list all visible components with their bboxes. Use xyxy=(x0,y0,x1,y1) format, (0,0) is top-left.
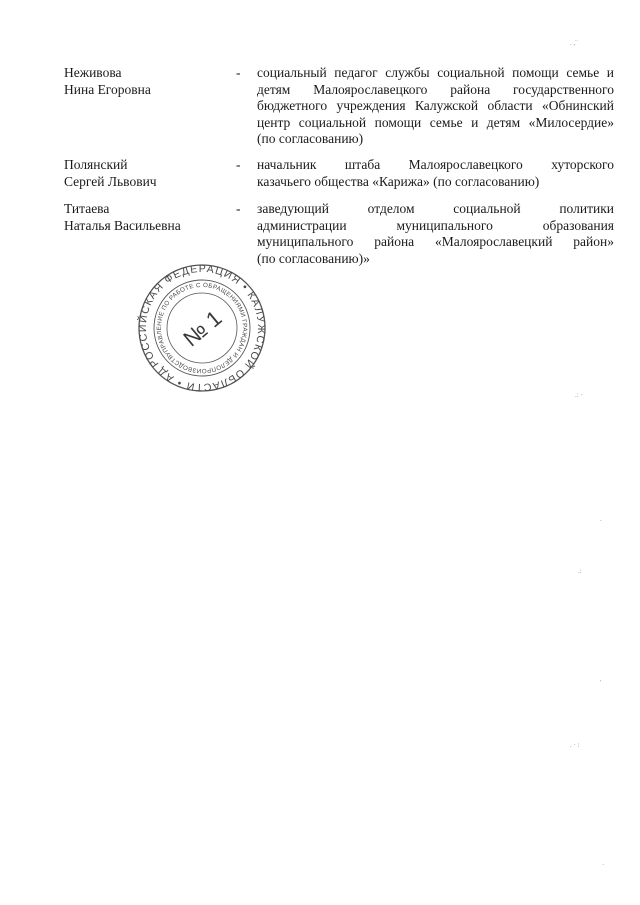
position-line: заведующий отделом социальной политики xyxy=(257,201,614,216)
separator-dash: - xyxy=(236,65,241,80)
member-name xyxy=(64,201,224,234)
member-name xyxy=(64,157,224,190)
member-surname: Титаева xyxy=(64,201,110,216)
position-line: детям Малоярославецкого района государственного xyxy=(257,81,614,97)
scan-speck: . · : xyxy=(570,741,580,749)
scan-speck: . ,¨ xyxy=(570,39,578,47)
scan-speck: .: xyxy=(578,567,582,575)
member-name xyxy=(64,65,224,98)
member-given-names: Нина Егоровна xyxy=(64,81,151,97)
scan-speck: ' xyxy=(600,679,602,687)
member-position xyxy=(257,157,614,190)
position-line: (по согласованию) xyxy=(257,131,364,147)
scan-speck: · xyxy=(602,861,605,869)
seal-outer-textpath: РОССИЙСКАЯ ФЕДЕРАЦИЯ • КАЛУЖСКОЙ ОБЛАСТИ • АДМИНИСТРАЦИЯ xyxy=(136,262,268,394)
scan-speck: . xyxy=(600,515,602,523)
position-line: муниципального района «Малоярославецкий район» xyxy=(257,234,614,250)
member-surname: Полянский xyxy=(64,157,128,172)
position-line: начальник штаба Малоярославецкого хуторского xyxy=(257,157,614,172)
scan-speck: .: · xyxy=(575,391,583,399)
position-line: социальный педагог службы социальной помощи семье и xyxy=(257,65,614,80)
position-line: администрации муниципального образования xyxy=(257,217,614,233)
member-given-names: Сергей Львович xyxy=(64,173,157,189)
member-given-names: Наталья Васильевна xyxy=(64,217,181,233)
position-line: (по согласованию)» xyxy=(257,250,370,266)
position-line: центр социальной помощи семье и детям «Милосердие» xyxy=(257,114,614,130)
separator-dash: - xyxy=(236,201,241,216)
seal-number: № 1 xyxy=(178,305,227,352)
official-seal-stamp xyxy=(136,262,268,394)
member-surname: Неживова xyxy=(64,65,122,80)
member-position xyxy=(257,65,614,148)
seal-inner-textpath: УПРАВЛЕНИЕ ПО РАБОТЕ С ОБРАЩЕНИЯМИ ГРАЖДАН И ДЕЛОПРОИЗВОДСТВУ xyxy=(155,281,249,375)
position-line: казачьего общества «Карижа» (по согласованию) xyxy=(257,173,540,189)
position-line: бюджетного учреждения Калужской области «Обнинский xyxy=(257,98,614,114)
member-position xyxy=(257,201,614,267)
separator-dash: - xyxy=(236,157,241,172)
